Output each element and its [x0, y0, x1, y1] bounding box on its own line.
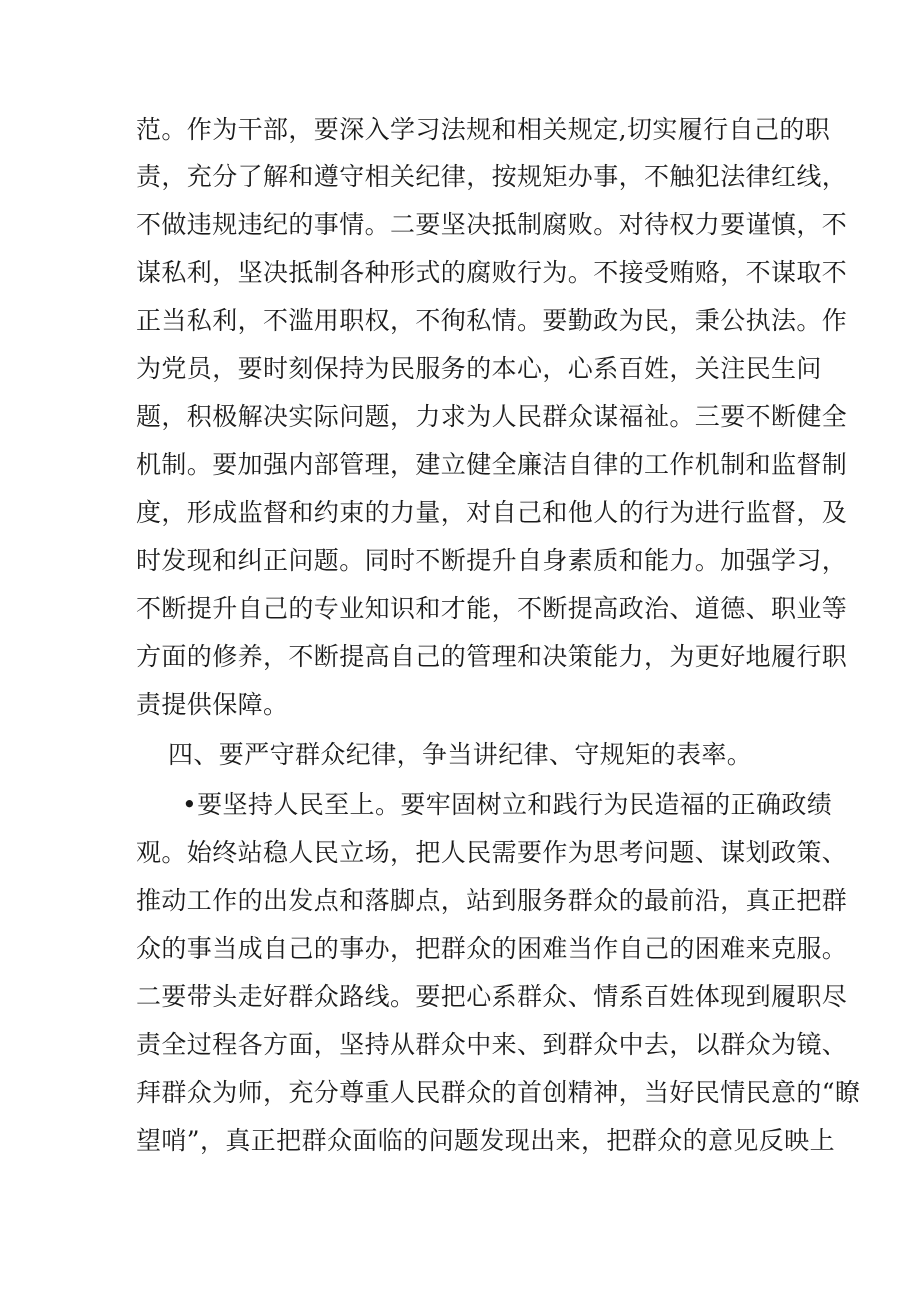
text-line: 不做违规违纪的事情。二要坚决抵制腐败。对待权力要谨慎，不	[136, 210, 848, 239]
text-line: 范。作为干部，要深入学习法规和相关规定,切实履行自己的职	[136, 115, 831, 144]
text-line: 责，充分了解和遵守相关纪律，按规矩办事，不触犯法律红线，	[136, 162, 848, 191]
text-line: 二要带头走好群众路线。要把心系群众、情系百姓体现到履职尽	[136, 982, 848, 1011]
text-line: 责提供保障。	[136, 690, 289, 719]
text-line: 机制。要加强内部管理，建立健全廉洁自律的工作机制和监督制	[136, 450, 848, 479]
section-heading: 四、要严守群众纪律，争当讲纪律、守规矩的表率。	[168, 740, 753, 769]
text-line: •要坚持人民至上。要牢固树立和践行为民造福的正确政绩	[182, 790, 833, 819]
text-line: 望哨”，真正把群众面临的问题发现出来，把群众的意见反映上	[136, 1126, 835, 1155]
text-line: 责全过程各方面，坚持从群众中来、到群众中去，以群众为镜、	[136, 1030, 848, 1059]
text-line: 方面的修养，不断提高自己的管理和决策能力，为更好地履行职	[136, 642, 848, 671]
text-line: 谋私利，坚决抵制各种形式的腐败行为。不接受贿赂，不谋取不	[136, 258, 848, 287]
text-line: 拜群众为师，充分尊重人民群众的首创精神，当好民情民意的“瞭	[136, 1078, 861, 1107]
text-line: 观。始终站稳人民立场，把人民需要作为思考问题、谋划政策、	[136, 838, 848, 867]
text-line: 推动工作的出发点和落脚点，站到服务群众的最前沿，真正把群	[136, 886, 848, 915]
text-line: 题，积极解决实际问题，力求为人民群众谋福祉。三要不断健全	[136, 402, 848, 431]
text-line: 时发现和纠正问题。同时不断提升自身素质和能力。加强学习，	[136, 546, 848, 575]
text-line: 为党员，要时刻保持为民服务的本心，心系百姓，关注民生问	[136, 354, 822, 383]
text-line: 正当私利，不滥用职权，不徇私情。要勤政为民，秉公执法。作	[136, 306, 848, 335]
text-line: 众的事当成自己的事办，把群众的困难当作自己的困难来克服。	[136, 934, 848, 963]
text-line: 度，形成监督和约束的力量，对自己和他人的行为进行监督，及	[136, 498, 848, 527]
text-line: 不断提升自己的专业知识和才能，不断提高政治、道德、职业等	[136, 594, 848, 623]
